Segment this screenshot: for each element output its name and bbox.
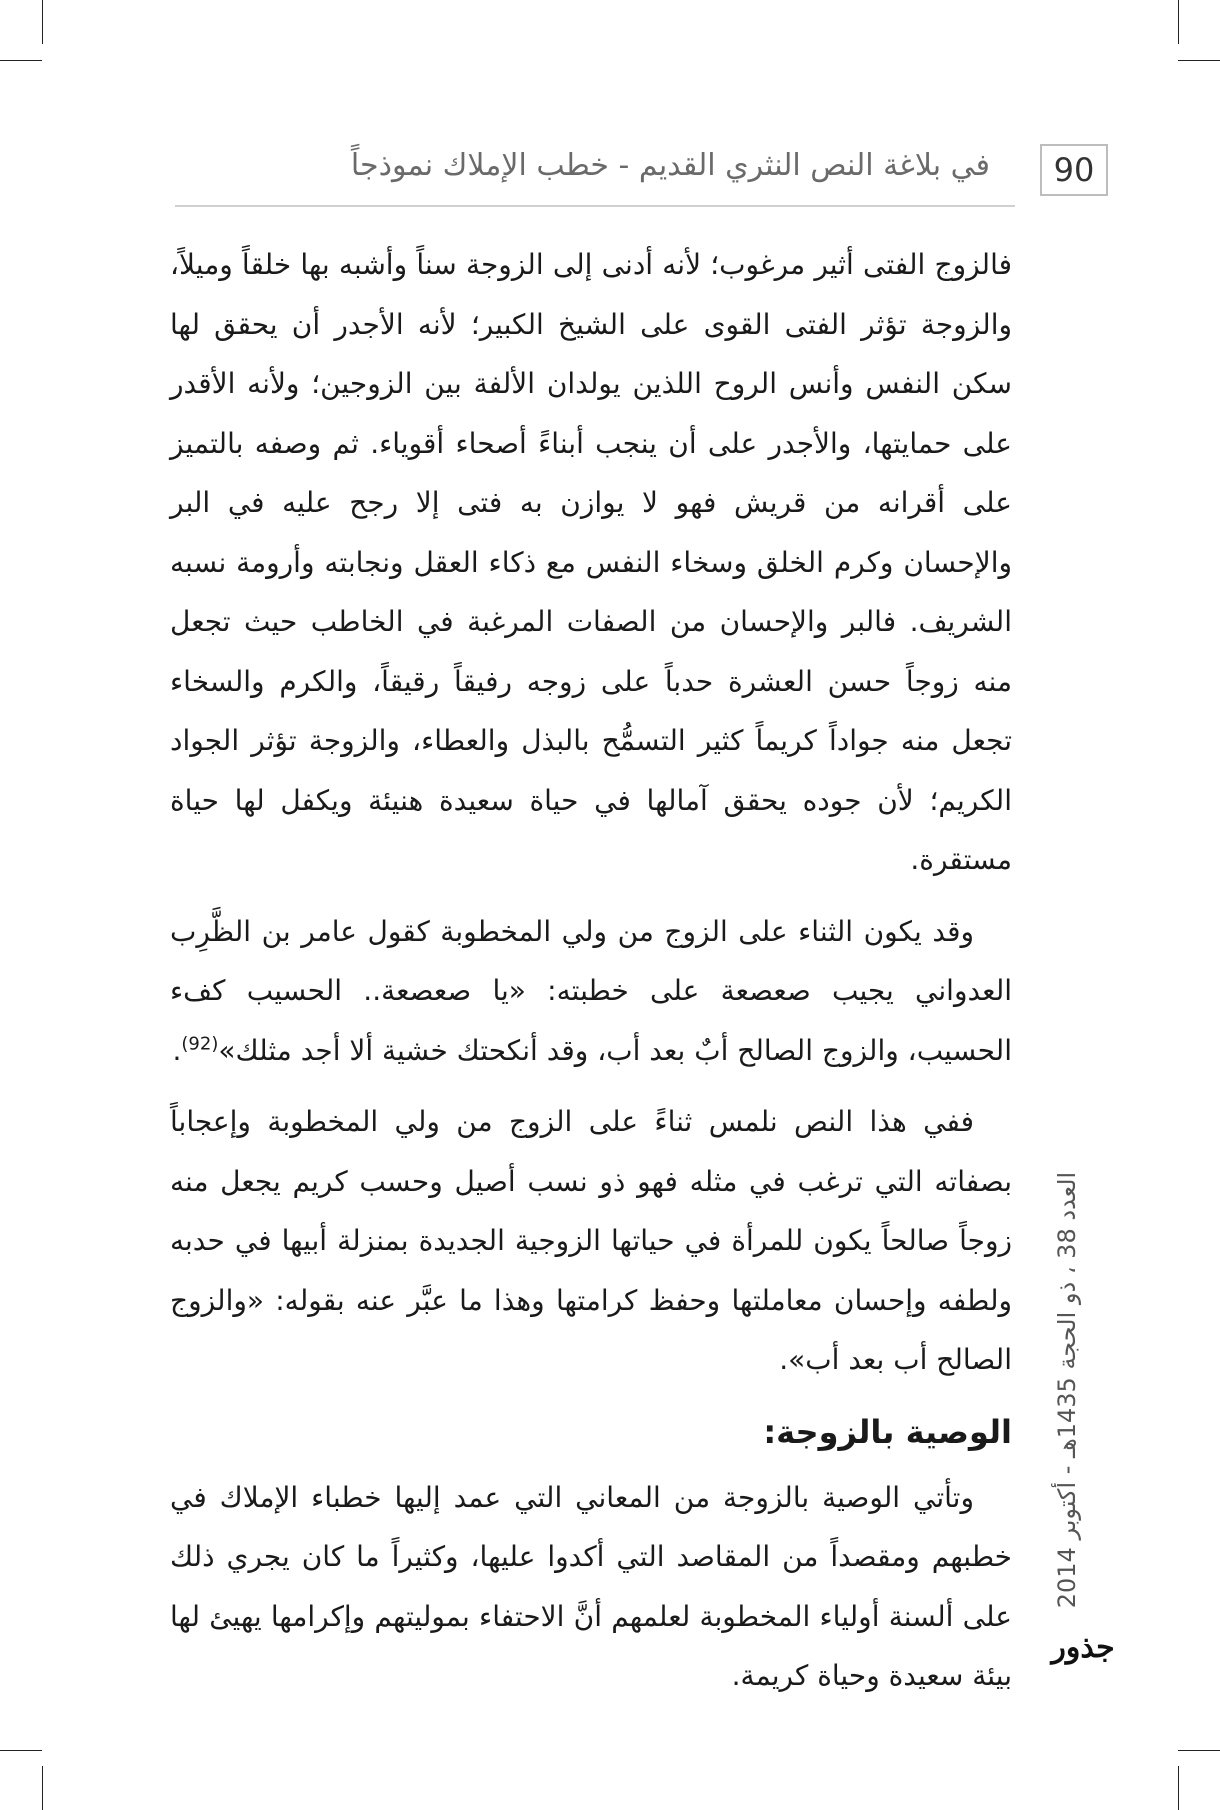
crop-mark: [0, 60, 42, 61]
paragraph-text: وقد يكون الثناء على الزوج من ولي المخطوبة كقول عامر بن الظَّرِب العدواني يجيب صعصعة على خطبته: «يا صعصعة.. الحسيب كفء الحسيب، والزوج الصالح أبٌ بعد أب، وقد أنكحتك خشية ألا أجد مثلك»: [170, 914, 1012, 1067]
footnote-ref: (92): [181, 1033, 219, 1055]
header-divider: [175, 205, 1015, 207]
crop-mark: [1178, 60, 1220, 61]
crop-mark: [1178, 0, 1179, 44]
section-heading: الوصية بالزوجة:: [763, 1412, 1012, 1451]
crop-mark: [42, 0, 43, 44]
issue-info: العدد 38 ، ذو الحجة 1435هـ - أكتوبر 2014: [1053, 1171, 1081, 1609]
paragraph: فالزوج الفتى أثير مرغوب؛ لأنه أدنى إلى الزوجة سناً وأشبه بها خلقاً وميلاً، والزوجة تؤثر الفتى القوى على الشيخ الكبير؛ لأنه الأجدر أن يحقق لها سكن النفس وأنس الروح اللذين يولدان الألفة بين الزوجين؛ ولأنه الأقدر على حمايتها، والأجدر على أن ينجب أبناءً أصحاء أقوياء. ثم وصفه بالتميز على أقرانه من قريش فهو لا يوازن به فتى إلا رجح عليه في البر والإحسان وكرم الخلق وسخاء النفس مع ذكاء العقل ونجابته وأرومة نسبه الشريف. فالبر والإحسان من الصفات المرغبة في الخاطب حيث تجعل منه زوجاً حسن العشرة حدباً على زوجه رفيقاً رقيقاً، والكرم والسخاء تجعل منه جواداً كريماً كثير التسمُّح بالبذل والعطاء، والزوجة تؤثر الجواد الكريم؛ لأن جوده يحقق آمالها في حياة سعيدة هنيئة ويكفل لها حياة مستقرة.: [170, 248, 1012, 876]
paragraph-end: .: [172, 1033, 182, 1067]
journal-logo: جذور: [1051, 1630, 1115, 1665]
crop-mark: [1178, 1750, 1220, 1751]
paragraph: [170, 902, 1012, 1081]
page-number: 90: [1040, 144, 1108, 196]
article-body: [170, 235, 1012, 1718]
paragraph: وتأتي الوصية بالزوجة من المعاني التي عمد إليها خطباء الإملاك في خطبهم ومقصداً من المقاصد التي أكدوا عليها، وكثيراً ما كان يجري ذلك على ألسنة أولياء المخطوبة لعلمهم أنَّ الاحتفاء بموليتهم وإكرامها يهيئ لها بيئة سعيدة وحياة كريمة.: [170, 1480, 1012, 1692]
crop-mark: [42, 1766, 43, 1810]
crop-mark: [0, 1750, 42, 1751]
paragraph: ففي هذا النص نلمس ثناءً على الزوج من ولي المخطوبة وإعجاباً بصفاته التي ترغب في مثله فهو ذو نسب أصيل وحسب كريم يجعل منه زوجاً صالحاً يكون للمرأة في حياتها الزوجية الجديدة بمنزلة أبيها في حدبه ولطفه وإحسان معاملتها وحفظ كرامتها وهذا ما عبَّر عنه بقوله: «والزوج الصالح أب بعد أب».: [170, 1105, 1012, 1376]
crop-mark: [1178, 1766, 1179, 1810]
running-title: في بلاغة النص النثري القديم - خطب الإملاك نموذجاً: [350, 148, 990, 183]
